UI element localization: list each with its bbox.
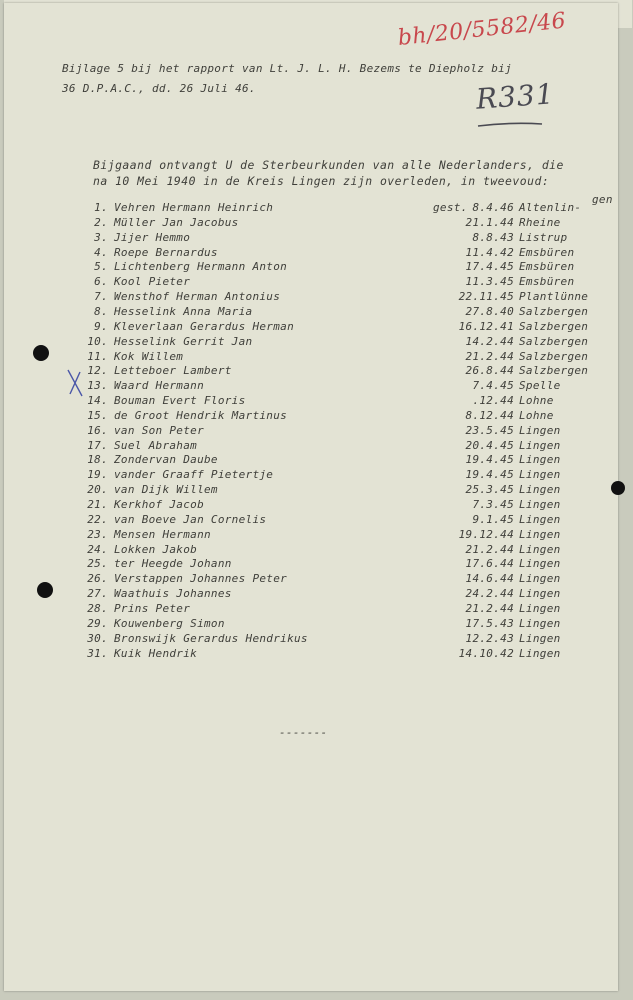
entry-name: Kool Pieter: [114, 275, 191, 289]
list-item: [0, 557, 633, 572]
entry-number: 12.: [87, 364, 108, 378]
header-line-1: Bijlage 5 bij het rapport van Lt. J. L. H. Bezems te Diepholz bij: [62, 62, 512, 75]
entry-name: Jijer Hemmo: [114, 230, 191, 244]
entry-name: van Son Peter: [114, 423, 204, 437]
entry-number: 11.: [87, 349, 108, 363]
list-item: [0, 364, 633, 379]
entry-name: Lichtenberg Hermann Anton: [114, 260, 288, 274]
entry-name: de Groot Hendrik Martinus: [114, 408, 288, 422]
list-item: [0, 528, 633, 543]
entry-date: 23.5.45: [465, 423, 514, 437]
entry-date: 21.2.44: [465, 542, 514, 556]
entry-place: Lingen: [519, 438, 561, 452]
entry-place: Lingen: [519, 527, 561, 541]
list-item: [0, 216, 633, 231]
entry-place: Altenlin-: [519, 201, 582, 214]
entry-place: Lingen: [519, 468, 561, 482]
entry-number: 27.: [87, 587, 108, 601]
entry-date: 8.12.44: [465, 408, 514, 422]
entry-name: Zondervan Daube: [114, 453, 218, 467]
entry-number: 21.: [87, 498, 108, 511]
entry-date: 9.1.45: [472, 512, 514, 526]
place-overflow-text: gen: [592, 193, 613, 206]
entry-place: Lingen: [519, 587, 561, 601]
entry-place: Lingen: [519, 542, 561, 556]
list-item: [0, 275, 633, 290]
archive-reference-annotation: bh/20/5582/46: [396, 8, 568, 51]
entry-date: 19.12.44: [458, 527, 514, 541]
list-item: [0, 498, 633, 513]
list-item: [0, 424, 633, 439]
entry-number: 17.: [87, 438, 108, 452]
entry-number: 3.: [94, 230, 108, 244]
entry-date: 17.5.43: [465, 616, 514, 630]
entry-date: 24.2.44: [465, 587, 514, 601]
entry-number: 8.: [94, 304, 108, 318]
entry-date: 20.4.45: [465, 438, 514, 452]
list-item: [0, 468, 633, 483]
entry-number: 28.: [87, 602, 108, 615]
entry-date: .12.44: [472, 394, 514, 407]
entry-name: van Dijk Willem: [114, 483, 218, 497]
entry-place: Lingen: [519, 423, 561, 437]
list-item: [0, 260, 633, 275]
entry-place: Salzbergen: [519, 349, 589, 363]
entry-place: Lohne: [519, 408, 554, 422]
entry-number: 7.: [94, 290, 108, 304]
entry-name: Verstappen Johannes Peter: [114, 572, 288, 586]
entry-number: 6.: [94, 275, 108, 289]
entry-place: Salzbergen: [519, 319, 589, 333]
list-item: [0, 394, 633, 409]
entry-date: 21.1.44: [465, 215, 514, 229]
entry-place: Lingen: [519, 646, 561, 660]
entry-name: Roepe Bernardus: [114, 245, 218, 259]
entry-place: Spelle: [519, 379, 561, 393]
entry-date: 17.4.45: [465, 260, 514, 274]
entry-name: Bouman Evert Floris: [114, 394, 246, 407]
list-item: [0, 231, 633, 246]
entry-number: 20.: [87, 483, 108, 497]
entry-number: 9.: [94, 319, 108, 333]
entry-place: Lingen: [519, 572, 561, 586]
list-item: [0, 617, 633, 632]
entry-number: 4.: [94, 245, 108, 259]
entry-name: Kuik Hendrik: [114, 646, 198, 660]
entry-place: Lingen: [519, 453, 561, 467]
entry-name: Müller Jan Jacobus: [114, 215, 239, 229]
entry-date: 7.3.45: [472, 498, 514, 511]
list-item: [0, 632, 633, 647]
entry-date: 14.10.42: [458, 646, 514, 660]
entry-name: Kok Willem: [114, 349, 184, 363]
entry-date: 16.12.41: [458, 319, 514, 333]
list-item: [0, 453, 633, 468]
entry-number: 19.: [87, 468, 108, 482]
entry-date: 17.6.44: [465, 557, 514, 571]
entry-name: Hesselink Anna Maria: [114, 304, 253, 318]
entry-place: Lingen: [519, 631, 561, 645]
entry-name: Kouwenberg Simon: [114, 616, 225, 630]
entry-date: 11.3.45: [465, 275, 514, 289]
entry-number: 26.: [87, 572, 108, 586]
entry-date: 8.4.46: [472, 201, 514, 214]
entry-date: 14.2.44: [465, 334, 514, 348]
entry-place: Salzbergen: [519, 304, 589, 318]
entry-number: 22.: [87, 512, 108, 526]
entry-number: 31.: [87, 646, 108, 660]
entry-number: 1.: [94, 201, 108, 214]
closing-dash-rule: -------: [279, 726, 328, 739]
entry-prefix: gest.: [433, 201, 468, 214]
list-item: [0, 483, 633, 498]
entry-place: Rheine: [519, 215, 561, 229]
list-item: [0, 602, 633, 617]
list-item: [0, 647, 633, 662]
underline-icon: [476, 120, 546, 130]
list-item: [0, 409, 633, 424]
list-item: [0, 201, 633, 216]
entry-number: 16.: [87, 423, 108, 437]
list-item: [0, 543, 633, 558]
intro-line-2: na 10 Mei 1940 in de Kreis Lingen zijn overleden, in tweevoud:: [93, 174, 550, 188]
list-item: [0, 335, 633, 350]
entry-date: 19.4.45: [465, 468, 514, 482]
entry-date: 19.4.45: [465, 453, 514, 467]
entry-name: Lokken Jakob: [114, 542, 198, 556]
entry-name: vander Graaff Pietertje: [114, 468, 274, 482]
entry-number: 15.: [87, 408, 108, 422]
list-item: [0, 246, 633, 261]
entry-date: 7.4.45: [472, 379, 514, 393]
entry-name: Waard Hermann: [114, 379, 204, 393]
entry-place: Plantlünne: [519, 290, 589, 304]
entry-name: Vehren Hermann Heinrich: [114, 201, 274, 214]
entry-name: Kleverlaan Gerardus Herman: [114, 319, 294, 333]
entry-name: Prins Peter: [114, 602, 191, 615]
entry-name: Bronswijk Gerardus Hendrikus: [114, 631, 308, 645]
list-item: [0, 320, 633, 335]
list-item: [0, 587, 633, 602]
entry-place: Emsbüren: [519, 245, 575, 259]
intro-line-1: Bijgaand ontvangt U de Sterbeurkunden van alle Nederlanders, die: [93, 158, 564, 172]
entry-number: 2.: [94, 215, 108, 229]
entry-number: 13.: [87, 379, 108, 393]
entry-place: Emsbüren: [519, 260, 575, 274]
entry-date: 22.11.45: [458, 290, 514, 304]
entry-date: 25.3.45: [465, 483, 514, 497]
list-item: [0, 513, 633, 528]
entry-date: 11.4.42: [465, 245, 514, 259]
entry-number: 23.: [87, 527, 108, 541]
list-item: [0, 305, 633, 320]
entry-name: Kerkhof Jacob: [114, 498, 204, 511]
entry-place: Emsbüren: [519, 275, 575, 289]
entry-date: 26.8.44: [465, 364, 514, 378]
entry-number: 29.: [87, 616, 108, 630]
entry-number: 30.: [87, 631, 108, 645]
entry-place: Lingen: [519, 498, 561, 511]
entry-place: Salzbergen: [519, 334, 589, 348]
header-line-2: 36 D.P.A.C., dd. 26 Juli 46.: [62, 82, 256, 95]
entry-name: Waathuis Johannes: [114, 587, 232, 601]
list-item: [0, 350, 633, 365]
entry-date: 21.2.44: [465, 349, 514, 363]
entry-number: 5.: [94, 260, 108, 274]
entry-name: Suel Abraham: [114, 438, 198, 452]
entry-number: 25.: [87, 557, 108, 571]
list-item: [0, 572, 633, 587]
entry-name: Letteboer Lambert: [114, 364, 232, 378]
entry-place: Listrup: [519, 230, 568, 244]
box-reference-annotation: R331: [474, 77, 556, 116]
entry-name: Wensthof Herman Antonius: [114, 290, 281, 304]
entry-place: Lohne: [519, 394, 554, 407]
list-item: [0, 379, 633, 394]
entry-date: 27.8.40: [465, 304, 514, 318]
entry-place: Lingen: [519, 602, 561, 615]
entry-place: Lingen: [519, 557, 561, 571]
entry-name: Mensen Hermann: [114, 527, 211, 541]
entry-number: 14.: [87, 394, 108, 407]
list-item: [0, 439, 633, 454]
entry-place: Lingen: [519, 483, 561, 497]
entry-place: Lingen: [519, 616, 561, 630]
entry-place: Lingen: [519, 512, 561, 526]
entry-name: ter Heegde Johann: [114, 557, 232, 571]
entry-date: 14.6.44: [465, 572, 514, 586]
entry-name: van Boeve Jan Cornelis: [114, 512, 267, 526]
list-item: [0, 290, 633, 305]
entry-number: 10.: [87, 334, 108, 348]
entry-date: 8.8.43: [472, 230, 514, 244]
entry-date: 21.2.44: [465, 602, 514, 615]
entry-number: 24.: [87, 542, 108, 556]
checkmark-x-icon: [64, 366, 86, 400]
entry-place: Salzbergen: [519, 364, 589, 378]
entry-number: 18.: [87, 453, 108, 467]
entry-date: 12.2.43: [465, 631, 514, 645]
entry-name: Hesselink Gerrit Jan: [114, 334, 253, 348]
